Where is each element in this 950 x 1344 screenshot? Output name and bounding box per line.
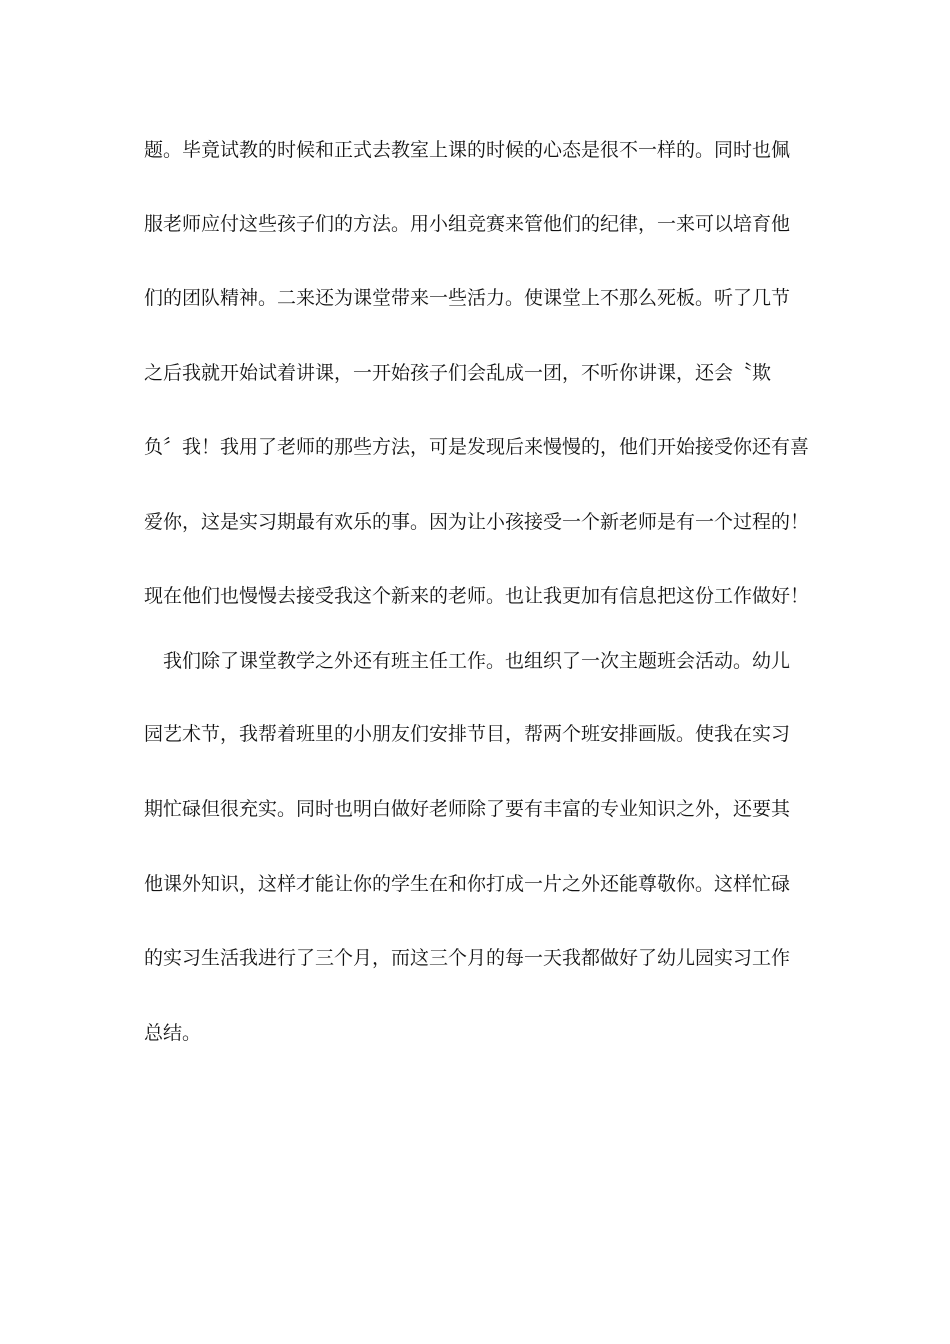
text-line: 现在他们也慢慢去接受我这个新来的老师。也让我更加有信息把这份工作做好！	[144, 585, 810, 607]
text-line: 负〞我！我用了老师的那些方法，可是发现后来慢慢的，他们开始接受你还有喜	[144, 436, 810, 458]
text-line: 爱你，这是实习期最有欢乐的事。因为让小孩接受一个新老师是有一个过程的！	[144, 511, 810, 533]
text-line: 总结。	[144, 1022, 202, 1044]
text-line: 他课外知识，这样才能让你的学生在和你打成一片之外还能尊敬你。这样忙碌	[144, 873, 791, 895]
text-line: 服老师应付这些孩子们的方法。用小组竞赛来管他们的纪律，一来可以培育他	[144, 213, 791, 235]
text-line: 的实习生活我进行了三个月，而这三个月的每一天我都做好了幼儿园实习工作	[144, 947, 791, 969]
text-line: 园艺术节，我帮着班里的小朋友们安排节目，帮两个班安排画版。使我在实习	[144, 723, 791, 745]
text-line: 们的团队精神。二来还为课堂带来一些活力。使课堂上不那么死板。听了几节	[144, 287, 791, 309]
text-line: 题。毕竟试教的时候和正式去教室上课的时候的心态是很不一样的。同时也佩	[144, 139, 791, 161]
paragraph-start-line: 我们除了课堂教学之外还有班主任工作。也组织了一次主题班会活动。幼儿	[163, 650, 791, 672]
text-line: 之后我就开始试着讲课，一开始孩子们会乱成一团，不听你讲课，还会〝欺	[144, 362, 772, 384]
text-line: 期忙碌但很充实。同时也明白做好老师除了要有丰富的专业知识之外，还要其	[144, 798, 791, 820]
